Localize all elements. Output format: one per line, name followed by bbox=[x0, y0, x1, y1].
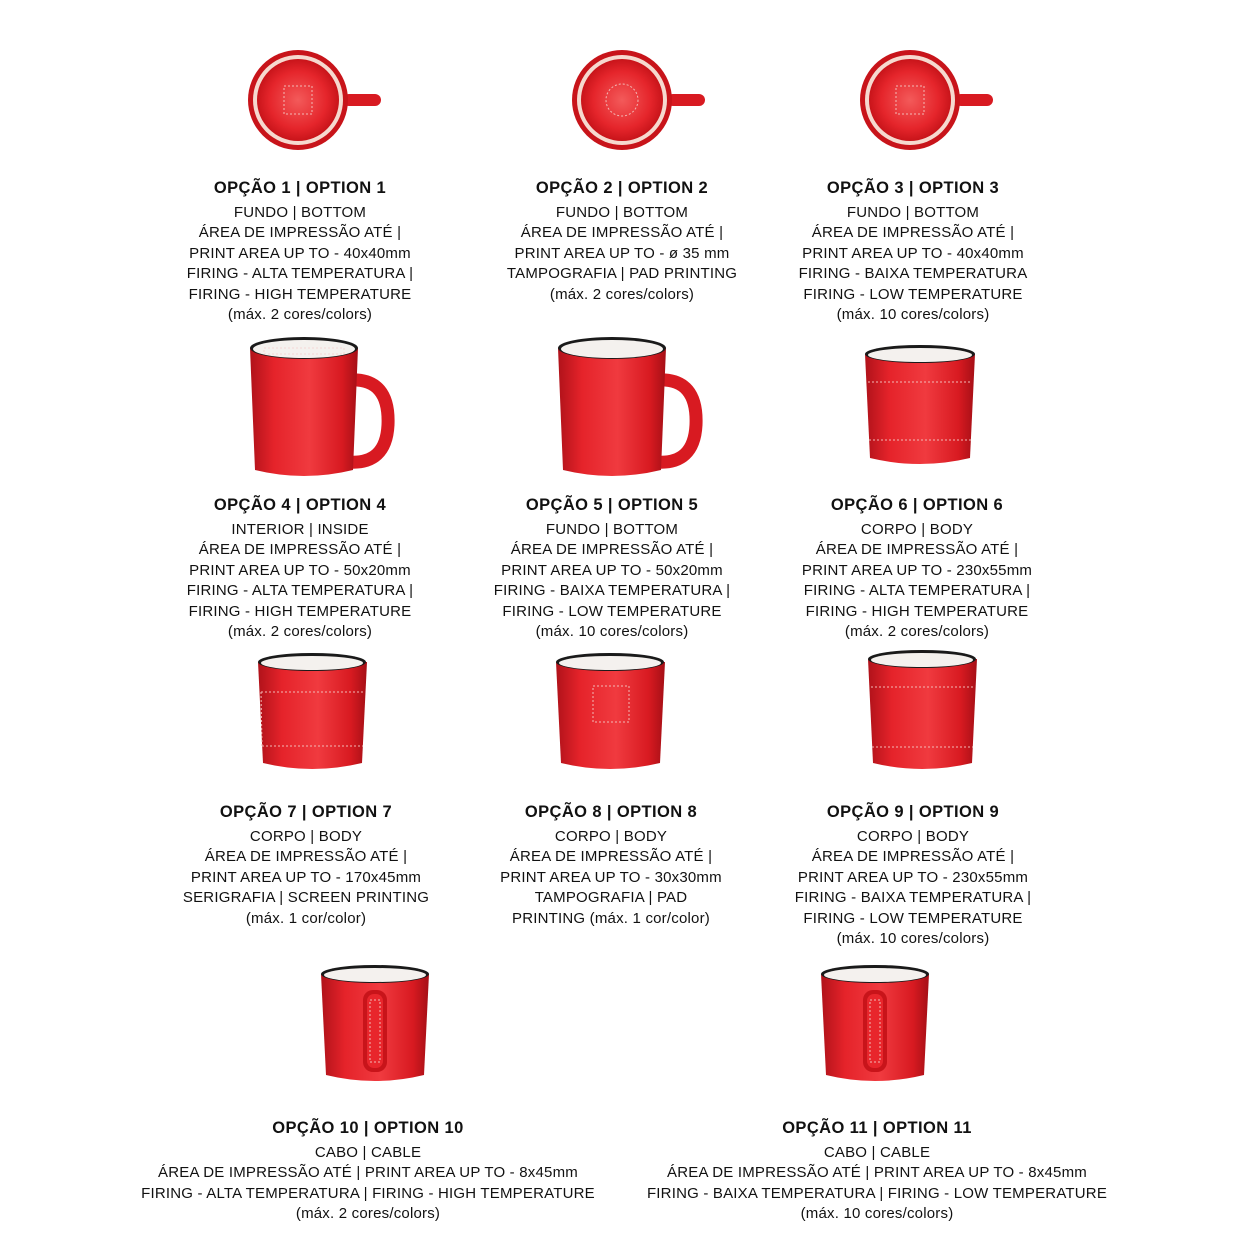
mug-handle-view-image bbox=[315, 960, 435, 1090]
option-line: ÁREA DE IMPRESSÃO ATÉ | bbox=[815, 541, 1019, 558]
mug-side-view-image bbox=[240, 330, 400, 485]
option-line: FIRING - HIGH TEMPERATURE bbox=[188, 602, 412, 620]
mug-front-view-image bbox=[548, 648, 673, 778]
option-line: PRINT AREA UP TO - 40x40mm bbox=[802, 244, 1024, 262]
option-caption bbox=[472, 178, 772, 305]
option-line: PRINTING (máx. 1 cor/color) bbox=[512, 909, 710, 927]
option-line: PRINT AREA UP TO - 230x55mm bbox=[797, 868, 1029, 886]
option-line: TAMPOGRAFIA | PAD PRINTING bbox=[506, 265, 738, 282]
option-line: ÁREA DE IMPRESSÃO ATÉ | bbox=[811, 848, 1015, 865]
option-title: OPÇÃO 2 | OPTION 2 bbox=[535, 179, 709, 197]
option-line: FIRING - LOW TEMPERATURE bbox=[803, 285, 1023, 303]
option-line: TAMPOGRAFIA | PAD bbox=[534, 889, 688, 906]
option-title: OPÇÃO 6 | OPTION 6 bbox=[830, 496, 1004, 514]
option-caption bbox=[763, 802, 1063, 950]
option-title: OPÇÃO 4 | OPTION 4 bbox=[213, 496, 387, 514]
option-line: CORPO | BODY bbox=[856, 827, 970, 845]
option-line: (máx. 10 cores/colors) bbox=[836, 930, 990, 947]
option-line: (máx. 10 cores/colors) bbox=[800, 1205, 954, 1222]
option-title: OPÇÃO 7 | OPTION 7 bbox=[219, 803, 393, 821]
mug-front-view-image bbox=[855, 340, 985, 475]
option-title: OPÇÃO 8 | OPTION 8 bbox=[524, 803, 698, 821]
mug-top-view-image bbox=[238, 45, 388, 165]
option-line: FIRING - BAIXA TEMPERATURA bbox=[798, 265, 1028, 282]
option-caption bbox=[627, 1118, 1127, 1225]
option-caption bbox=[150, 495, 450, 643]
option-line: ÁREA DE IMPRESSÃO ATÉ | bbox=[198, 541, 402, 558]
option-line: (máx. 2 cores/colors) bbox=[549, 285, 695, 303]
option-title: OPÇÃO 1 | OPTION 1 bbox=[213, 179, 387, 197]
option-line: PRINT AREA UP TO - 30x30mm bbox=[500, 868, 722, 886]
option-line: INTERIOR | INSIDE bbox=[231, 520, 369, 538]
option-title: OPÇÃO 3 | OPTION 3 bbox=[826, 179, 1000, 197]
option-caption bbox=[150, 178, 450, 326]
option-line: FIRING - ALTA TEMPERATURA | FIRING - HIGH TEMPERATURE bbox=[141, 1184, 595, 1202]
option-line: PRINT AREA UP TO - 40x40mm bbox=[189, 244, 411, 262]
option-line: CABO | CABLE bbox=[314, 1143, 422, 1161]
option-line: FUNDO | BOTTOM bbox=[233, 203, 367, 221]
option-line: ÁREA DE IMPRESSÃO ATÉ | bbox=[204, 848, 408, 865]
option-caption bbox=[767, 495, 1067, 643]
option-line: (máx. 2 cores/colors) bbox=[295, 1205, 441, 1222]
option-line: ÁREA DE IMPRESSÃO ATÉ | bbox=[198, 224, 402, 241]
option-line: ÁREA DE IMPRESSÃO ATÉ | bbox=[509, 848, 713, 865]
option-line: PRINT AREA UP TO - 50x20mm bbox=[189, 561, 411, 579]
option-line: PRINT AREA UP TO - 50x20mm bbox=[501, 561, 723, 579]
option-title: OPÇÃO 10 | OPTION 10 bbox=[272, 1119, 464, 1137]
option-line: FUNDO | BOTTOM bbox=[545, 520, 679, 538]
option-caption bbox=[462, 495, 762, 643]
option-line: ÁREA DE IMPRESSÃO ATÉ | PRINT AREA UP TO - 8x45mm bbox=[667, 1164, 1087, 1181]
option-line: ÁREA DE IMPRESSÃO ATÉ | bbox=[510, 541, 714, 558]
option-line: FIRING - BAIXA TEMPERATURA | bbox=[493, 582, 731, 599]
option-caption bbox=[763, 178, 1063, 326]
option-line: FIRING - BAIXA TEMPERATURA | bbox=[794, 889, 1032, 906]
option-line: ÁREA DE IMPRESSÃO ATÉ | PRINT AREA UP TO - 8x45mm bbox=[158, 1164, 578, 1181]
option-line: FIRING - HIGH TEMPERATURE bbox=[805, 602, 1029, 620]
option-line: FIRING - ALTA TEMPERATURA | bbox=[803, 582, 1031, 599]
mug-front-view-image bbox=[860, 645, 985, 780]
option-line: FUNDO | BOTTOM bbox=[846, 203, 980, 221]
option-line: FIRING - LOW TEMPERATURE bbox=[502, 602, 722, 620]
option-line: (máx. 10 cores/colors) bbox=[836, 306, 990, 323]
option-line: FIRING - LOW TEMPERATURE bbox=[803, 909, 1023, 927]
option-title: OPÇÃO 5 | OPTION 5 bbox=[525, 496, 699, 514]
option-line: FIRING - BAIXA TEMPERATURA | FIRING - LOW TEMPERATURE bbox=[646, 1184, 1108, 1202]
option-line: (máx. 1 cor/color) bbox=[245, 909, 367, 927]
option-line: CABO | CABLE bbox=[823, 1143, 931, 1161]
option-line: (máx. 2 cores/colors) bbox=[227, 306, 373, 323]
option-line: PRINT AREA UP TO - 170x45mm bbox=[190, 868, 422, 886]
option-line: PRINT AREA UP TO - 230x55mm bbox=[801, 561, 1033, 579]
mug-top-view-image bbox=[562, 45, 712, 165]
mug-top-view-image bbox=[850, 45, 1000, 165]
mug-handle-view-image bbox=[815, 960, 935, 1090]
option-line: FUNDO | BOTTOM bbox=[555, 203, 689, 221]
option-line: SERIGRAFIA | SCREEN PRINTING bbox=[182, 889, 430, 906]
option-title: OPÇÃO 11 | OPTION 11 bbox=[782, 1119, 972, 1137]
option-line: (máx. 10 cores/colors) bbox=[535, 623, 689, 640]
option-line: CORPO | BODY bbox=[249, 827, 363, 845]
option-line: FIRING - ALTA TEMPERATURA | bbox=[186, 582, 414, 599]
option-title: OPÇÃO 9 | OPTION 9 bbox=[826, 803, 1000, 821]
option-line: FIRING - HIGH TEMPERATURE bbox=[188, 285, 412, 303]
option-line: PRINT AREA UP TO - ø 35 mm bbox=[514, 244, 730, 262]
option-caption bbox=[156, 802, 456, 929]
option-line: FIRING - ALTA TEMPERATURA | bbox=[186, 265, 414, 282]
option-line: CORPO | BODY bbox=[860, 520, 974, 538]
mug-front-view-image bbox=[250, 648, 375, 778]
mug-side-view-image bbox=[548, 330, 708, 485]
option-line: (máx. 2 cores/colors) bbox=[844, 623, 990, 640]
option-line: CORPO | BODY bbox=[554, 827, 668, 845]
option-line: ÁREA DE IMPRESSÃO ATÉ | bbox=[520, 224, 724, 241]
option-caption bbox=[118, 1118, 618, 1225]
option-caption bbox=[461, 802, 761, 929]
option-line: ÁREA DE IMPRESSÃO ATÉ | bbox=[811, 224, 1015, 241]
option-line: (máx. 2 cores/colors) bbox=[227, 623, 373, 640]
